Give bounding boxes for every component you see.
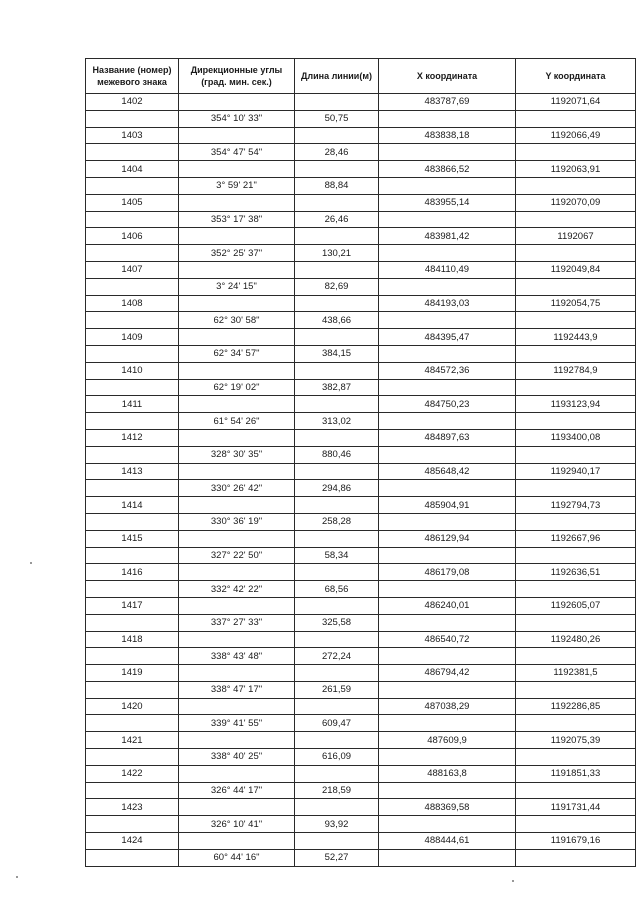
point-name-empty xyxy=(86,177,179,194)
x-coordinate: 487609,9 xyxy=(379,732,516,749)
angle-cell-empty xyxy=(179,732,295,749)
y-coordinate: 1191851,33 xyxy=(516,765,636,782)
point-name-empty xyxy=(86,446,179,463)
y-coordinate-empty xyxy=(516,177,636,194)
length-cell-empty xyxy=(295,530,379,547)
line-length: 218,59 xyxy=(295,782,379,799)
x-coordinate-empty xyxy=(379,513,516,530)
y-coordinate-empty xyxy=(516,715,636,732)
y-coordinate: 1192286,85 xyxy=(516,698,636,715)
x-coordinate: 484110,49 xyxy=(379,261,516,278)
y-coordinate: 1192067 xyxy=(516,228,636,245)
y-coordinate-empty xyxy=(516,782,636,799)
y-coordinate: 1192794,73 xyxy=(516,497,636,514)
point-name: 1413 xyxy=(86,463,179,480)
table-row xyxy=(86,278,636,295)
line-length: 93,92 xyxy=(295,816,379,833)
length-cell-empty xyxy=(295,799,379,816)
length-cell-empty xyxy=(295,631,379,648)
angle-cell-empty xyxy=(179,329,295,346)
x-coordinate: 488369,58 xyxy=(379,799,516,816)
line-length: 261,59 xyxy=(295,681,379,698)
y-coordinate: 1192066,49 xyxy=(516,127,636,144)
y-coordinate: 1192381,5 xyxy=(516,665,636,682)
point-name-empty xyxy=(86,648,179,665)
x-coordinate: 484750,23 xyxy=(379,396,516,413)
angle-cell-empty xyxy=(179,799,295,816)
direction-angle: 354° 10' 33" xyxy=(179,110,295,127)
length-cell-empty xyxy=(295,329,379,346)
table-row xyxy=(86,177,636,194)
y-coordinate: 1192784,9 xyxy=(516,362,636,379)
y-coordinate-empty xyxy=(516,816,636,833)
line-length: 609,47 xyxy=(295,715,379,732)
x-coordinate: 485904,91 xyxy=(379,497,516,514)
y-coordinate-empty xyxy=(516,345,636,362)
point-name: 1408 xyxy=(86,295,179,312)
point-name-empty xyxy=(86,782,179,799)
y-coordinate-empty xyxy=(516,312,636,329)
x-coordinate: 488163,8 xyxy=(379,765,516,782)
x-coordinate: 486540,72 xyxy=(379,631,516,648)
table-row xyxy=(86,480,636,497)
direction-angle: 338° 40' 25" xyxy=(179,749,295,766)
header-name: Название (номер) межевого знака xyxy=(86,59,179,94)
table-row xyxy=(86,396,636,413)
table-row xyxy=(86,665,636,682)
line-length: 52,27 xyxy=(295,849,379,866)
table-row xyxy=(86,581,636,598)
direction-angle: 332° 42' 22" xyxy=(179,581,295,598)
point-name: 1424 xyxy=(86,833,179,850)
line-length: 382,87 xyxy=(295,379,379,396)
angle-cell-empty xyxy=(179,765,295,782)
table-row xyxy=(86,329,636,346)
angle-cell-empty xyxy=(179,161,295,178)
angle-cell-empty xyxy=(179,497,295,514)
line-length: 880,46 xyxy=(295,446,379,463)
y-coordinate-empty xyxy=(516,547,636,564)
point-name-empty xyxy=(86,413,179,430)
point-name-empty xyxy=(86,245,179,262)
point-name: 1402 xyxy=(86,94,179,111)
direction-angle: 61° 54' 26" xyxy=(179,413,295,430)
y-coordinate: 1192605,07 xyxy=(516,597,636,614)
x-coordinate-empty xyxy=(379,278,516,295)
direction-angle: 328° 30' 35" xyxy=(179,446,295,463)
y-coordinate-empty xyxy=(516,648,636,665)
point-name: 1409 xyxy=(86,329,179,346)
x-coordinate: 483787,69 xyxy=(379,94,516,111)
point-name-empty xyxy=(86,345,179,362)
point-name-empty xyxy=(86,144,179,161)
x-coordinate-empty xyxy=(379,413,516,430)
x-coordinate-empty xyxy=(379,715,516,732)
line-length: 82,69 xyxy=(295,278,379,295)
x-coordinate-empty xyxy=(379,480,516,497)
direction-angle: 338° 43' 48" xyxy=(179,648,295,665)
table-row xyxy=(86,799,636,816)
point-name-empty xyxy=(86,513,179,530)
angle-cell-empty xyxy=(179,463,295,480)
table-row xyxy=(86,413,636,430)
length-cell-empty xyxy=(295,295,379,312)
point-name-empty xyxy=(86,480,179,497)
table-row xyxy=(86,211,636,228)
angle-cell-empty xyxy=(179,194,295,211)
table-row xyxy=(86,110,636,127)
point-name: 1422 xyxy=(86,765,179,782)
line-length: 272,24 xyxy=(295,648,379,665)
direction-angle: 339° 41' 55" xyxy=(179,715,295,732)
table-row xyxy=(86,597,636,614)
length-cell-empty xyxy=(295,732,379,749)
point-name-empty xyxy=(86,211,179,228)
point-name: 1420 xyxy=(86,698,179,715)
angle-cell-empty xyxy=(179,530,295,547)
y-coordinate-empty xyxy=(516,446,636,463)
x-coordinate: 484395,47 xyxy=(379,329,516,346)
x-coordinate-empty xyxy=(379,177,516,194)
point-name-empty xyxy=(86,816,179,833)
y-coordinate: 1192636,51 xyxy=(516,564,636,581)
angle-cell-empty xyxy=(179,631,295,648)
y-coordinate-empty xyxy=(516,413,636,430)
table-row xyxy=(86,513,636,530)
table-row xyxy=(86,648,636,665)
header-angle: Дирекционные углы (град. мин. сек.) xyxy=(179,59,295,94)
y-coordinate: 1191731,44 xyxy=(516,799,636,816)
direction-angle: 326° 44' 17" xyxy=(179,782,295,799)
y-coordinate: 1192667,96 xyxy=(516,530,636,547)
direction-angle: 353° 17' 38" xyxy=(179,211,295,228)
length-cell-empty xyxy=(295,429,379,446)
table-row xyxy=(86,245,636,262)
length-cell-empty xyxy=(295,396,379,413)
x-coordinate-empty xyxy=(379,110,516,127)
point-name-empty xyxy=(86,278,179,295)
direction-angle: 327° 22' 50" xyxy=(179,547,295,564)
table-row xyxy=(86,631,636,648)
y-coordinate-empty xyxy=(516,211,636,228)
y-coordinate-empty xyxy=(516,480,636,497)
table-row xyxy=(86,144,636,161)
x-coordinate: 484572,36 xyxy=(379,362,516,379)
y-coordinate: 1192443,9 xyxy=(516,329,636,346)
y-coordinate: 1192075,39 xyxy=(516,732,636,749)
table-body xyxy=(86,94,636,867)
x-coordinate: 487038,29 xyxy=(379,698,516,715)
length-cell-empty xyxy=(295,194,379,211)
x-coordinate-empty xyxy=(379,782,516,799)
length-cell-empty xyxy=(295,665,379,682)
angle-cell-empty xyxy=(179,698,295,715)
line-length: 68,56 xyxy=(295,581,379,598)
x-coordinate: 486240,01 xyxy=(379,597,516,614)
point-name: 1404 xyxy=(86,161,179,178)
direction-angle: 338° 47' 17" xyxy=(179,681,295,698)
y-coordinate-empty xyxy=(516,749,636,766)
x-coordinate-empty xyxy=(379,816,516,833)
scan-speck xyxy=(30,562,32,564)
angle-cell-empty xyxy=(179,429,295,446)
x-coordinate-empty xyxy=(379,379,516,396)
direction-angle: 330° 36' 19" xyxy=(179,513,295,530)
point-name-empty xyxy=(86,312,179,329)
direction-angle: 62° 30' 58" xyxy=(179,312,295,329)
point-name-empty xyxy=(86,379,179,396)
point-name: 1410 xyxy=(86,362,179,379)
direction-angle: 62° 19' 02" xyxy=(179,379,295,396)
x-coordinate: 486179,08 xyxy=(379,564,516,581)
y-coordinate-empty xyxy=(516,513,636,530)
length-cell-empty xyxy=(295,228,379,245)
table-row xyxy=(86,547,636,564)
table-row xyxy=(86,312,636,329)
table-row xyxy=(86,446,636,463)
table-row xyxy=(86,127,636,144)
y-coordinate-empty xyxy=(516,278,636,295)
table-header-row xyxy=(86,59,636,94)
y-coordinate: 1192940,17 xyxy=(516,463,636,480)
table-row xyxy=(86,261,636,278)
scan-speck xyxy=(512,880,514,882)
table-row xyxy=(86,614,636,631)
x-coordinate-empty xyxy=(379,681,516,698)
x-coordinate-empty xyxy=(379,446,516,463)
point-name-empty xyxy=(86,547,179,564)
table-row xyxy=(86,345,636,362)
length-cell-empty xyxy=(295,261,379,278)
direction-angle: 3° 24' 15" xyxy=(179,278,295,295)
length-cell-empty xyxy=(295,698,379,715)
table-row xyxy=(86,362,636,379)
length-cell-empty xyxy=(295,127,379,144)
length-cell-empty xyxy=(295,463,379,480)
angle-cell-empty xyxy=(179,665,295,682)
x-coordinate: 485648,42 xyxy=(379,463,516,480)
point-name-empty xyxy=(86,614,179,631)
x-coordinate: 486794,42 xyxy=(379,665,516,682)
length-cell-empty xyxy=(295,833,379,850)
y-coordinate: 1191679,16 xyxy=(516,833,636,850)
point-name: 1416 xyxy=(86,564,179,581)
table-row xyxy=(86,379,636,396)
table-row xyxy=(86,463,636,480)
x-coordinate-empty xyxy=(379,245,516,262)
angle-cell-empty xyxy=(179,127,295,144)
table-row xyxy=(86,732,636,749)
angle-cell-empty xyxy=(179,396,295,413)
y-coordinate-empty xyxy=(516,681,636,698)
direction-angle: 3° 59' 21" xyxy=(179,177,295,194)
length-cell-empty xyxy=(295,497,379,514)
direction-angle: 326° 10' 41" xyxy=(179,816,295,833)
line-length: 28,46 xyxy=(295,144,379,161)
point-name: 1418 xyxy=(86,631,179,648)
length-cell-empty xyxy=(295,597,379,614)
table-row xyxy=(86,94,636,111)
x-coordinate: 484193,03 xyxy=(379,295,516,312)
x-coordinate: 483955,14 xyxy=(379,194,516,211)
angle-cell-empty xyxy=(179,564,295,581)
point-name: 1407 xyxy=(86,261,179,278)
point-name-empty xyxy=(86,715,179,732)
point-name: 1405 xyxy=(86,194,179,211)
point-name: 1414 xyxy=(86,497,179,514)
direction-angle: 330° 26' 42" xyxy=(179,480,295,497)
x-coordinate-empty xyxy=(379,849,516,866)
angle-cell-empty xyxy=(179,295,295,312)
y-coordinate: 1193123,94 xyxy=(516,396,636,413)
table-row xyxy=(86,497,636,514)
point-name: 1403 xyxy=(86,127,179,144)
angle-cell-empty xyxy=(179,597,295,614)
x-coordinate-empty xyxy=(379,312,516,329)
y-coordinate-empty xyxy=(516,144,636,161)
table-row xyxy=(86,681,636,698)
table-row xyxy=(86,228,636,245)
table-row xyxy=(86,194,636,211)
table-row xyxy=(86,765,636,782)
point-name: 1417 xyxy=(86,597,179,614)
line-length: 384,15 xyxy=(295,345,379,362)
x-coordinate-empty xyxy=(379,547,516,564)
x-coordinate: 483866,52 xyxy=(379,161,516,178)
y-coordinate: 1192070,09 xyxy=(516,194,636,211)
header-y: Y координата xyxy=(516,59,636,94)
x-coordinate-empty xyxy=(379,614,516,631)
y-coordinate: 1192071,64 xyxy=(516,94,636,111)
y-coordinate-empty xyxy=(516,581,636,598)
point-name-empty xyxy=(86,849,179,866)
line-length: 88,84 xyxy=(295,177,379,194)
table-row xyxy=(86,749,636,766)
header-length: Длина линии(м) xyxy=(295,59,379,94)
x-coordinate-empty xyxy=(379,581,516,598)
point-name: 1421 xyxy=(86,732,179,749)
x-coordinate-empty xyxy=(379,211,516,228)
x-coordinate-empty xyxy=(379,144,516,161)
y-coordinate-empty xyxy=(516,245,636,262)
direction-angle: 354° 47' 54" xyxy=(179,144,295,161)
angle-cell-empty xyxy=(179,228,295,245)
table-row xyxy=(86,530,636,547)
length-cell-empty xyxy=(295,564,379,581)
length-cell-empty xyxy=(295,94,379,111)
angle-cell-empty xyxy=(179,833,295,850)
line-length: 50,75 xyxy=(295,110,379,127)
point-name: 1415 xyxy=(86,530,179,547)
x-coordinate: 483838,18 xyxy=(379,127,516,144)
y-coordinate: 1192063,91 xyxy=(516,161,636,178)
point-name-empty xyxy=(86,110,179,127)
x-coordinate: 484897,63 xyxy=(379,429,516,446)
point-name: 1406 xyxy=(86,228,179,245)
y-coordinate: 1192480,26 xyxy=(516,631,636,648)
table-row xyxy=(86,564,636,581)
point-name-empty xyxy=(86,681,179,698)
y-coordinate: 1193400,08 xyxy=(516,429,636,446)
header-x: X координата xyxy=(379,59,516,94)
table-row xyxy=(86,295,636,312)
angle-cell-empty xyxy=(179,261,295,278)
y-coordinate-empty xyxy=(516,614,636,631)
point-name: 1423 xyxy=(86,799,179,816)
direction-angle: 352° 25' 37" xyxy=(179,245,295,262)
line-length: 438,66 xyxy=(295,312,379,329)
table-row xyxy=(86,698,636,715)
point-name: 1412 xyxy=(86,429,179,446)
scan-speck xyxy=(16,876,18,878)
boundary-points-table xyxy=(85,58,636,867)
x-coordinate: 488444,61 xyxy=(379,833,516,850)
y-coordinate-empty xyxy=(516,110,636,127)
line-length: 130,21 xyxy=(295,245,379,262)
table-row xyxy=(86,161,636,178)
line-length: 325,58 xyxy=(295,614,379,631)
line-length: 258,28 xyxy=(295,513,379,530)
table-row xyxy=(86,816,636,833)
length-cell-empty xyxy=(295,362,379,379)
length-cell-empty xyxy=(295,161,379,178)
direction-angle: 60° 44' 16" xyxy=(179,849,295,866)
line-length: 58,34 xyxy=(295,547,379,564)
x-coordinate-empty xyxy=(379,749,516,766)
table-row xyxy=(86,782,636,799)
table-row xyxy=(86,429,636,446)
length-cell-empty xyxy=(295,765,379,782)
y-coordinate: 1192049,84 xyxy=(516,261,636,278)
angle-cell-empty xyxy=(179,94,295,111)
x-coordinate: 483981,42 xyxy=(379,228,516,245)
point-name: 1419 xyxy=(86,665,179,682)
y-coordinate-empty xyxy=(516,849,636,866)
point-name-empty xyxy=(86,581,179,598)
point-name-empty xyxy=(86,749,179,766)
direction-angle: 337° 27' 33" xyxy=(179,614,295,631)
point-name: 1411 xyxy=(86,396,179,413)
line-length: 294,86 xyxy=(295,480,379,497)
direction-angle: 62° 34' 57" xyxy=(179,345,295,362)
line-length: 26,46 xyxy=(295,211,379,228)
table-row xyxy=(86,715,636,732)
x-coordinate-empty xyxy=(379,648,516,665)
table-row xyxy=(86,833,636,850)
line-length: 616,09 xyxy=(295,749,379,766)
x-coordinate-empty xyxy=(379,345,516,362)
line-length: 313,02 xyxy=(295,413,379,430)
y-coordinate: 1192054,75 xyxy=(516,295,636,312)
y-coordinate-empty xyxy=(516,379,636,396)
angle-cell-empty xyxy=(179,362,295,379)
x-coordinate: 486129,94 xyxy=(379,530,516,547)
table-row xyxy=(86,849,636,866)
